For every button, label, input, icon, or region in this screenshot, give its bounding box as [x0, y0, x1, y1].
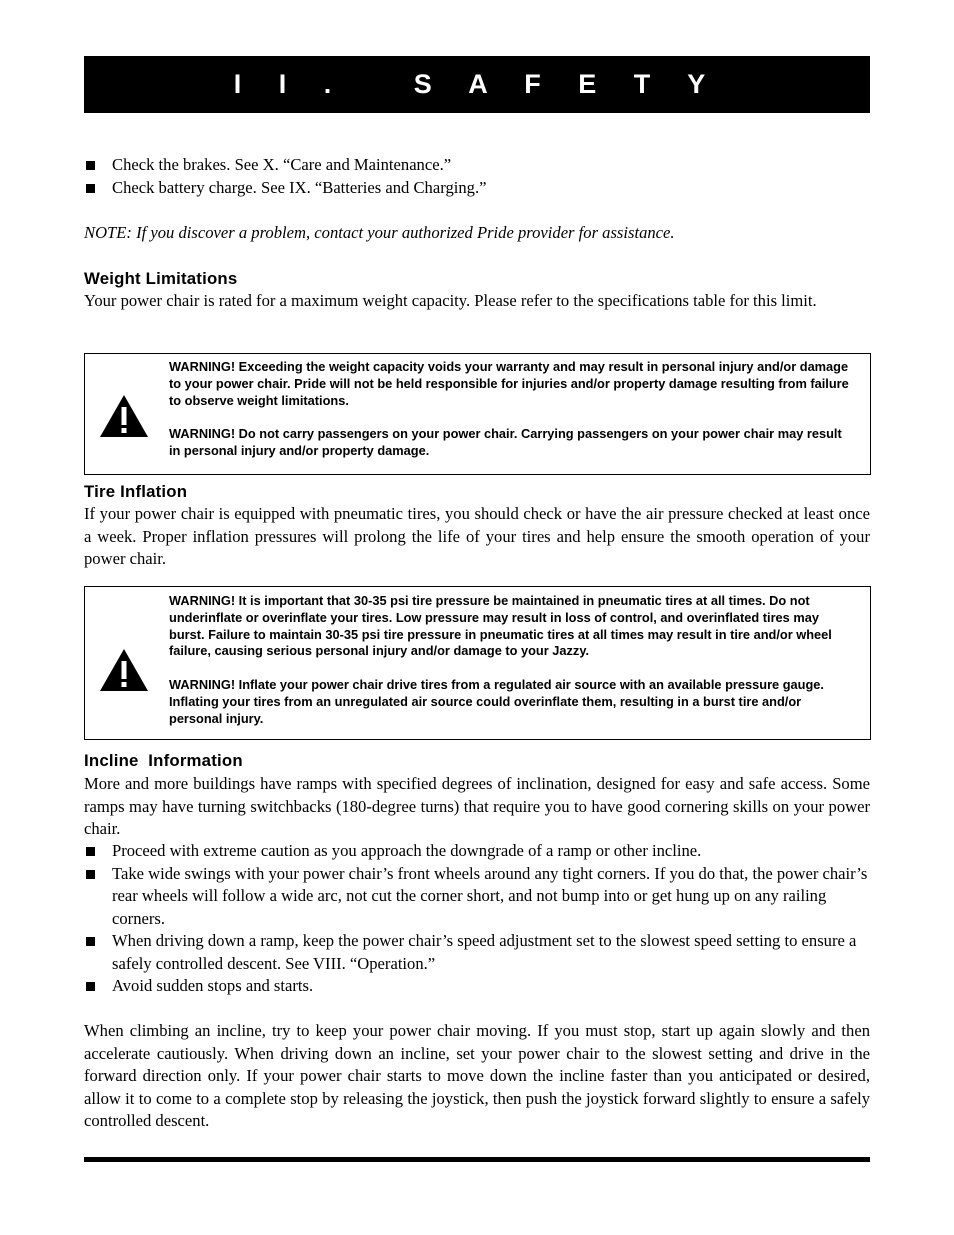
tire-warning-box: [84, 586, 871, 740]
warning-paragraph: WARNING! Exceeding the weight capacity voids your warranty and may result in personal injury and/or damage to your power chair. Pride will not be held responsible for injuries and/or property damage resulting from failure to observe weight limitations.: [169, 359, 849, 408]
warning-triangle-icon: [99, 394, 149, 438]
section-title-bar: [84, 56, 870, 113]
bullet-square-icon: [86, 870, 95, 879]
list-item: Proceed with extreme caution as you approach the downgrade of a ramp or other incline.: [84, 840, 870, 863]
list-item: Check battery charge. See IX. “Batteries and Charging.”: [84, 177, 870, 200]
warning-triangle-icon: [99, 648, 149, 692]
list-item: Avoid sudden stops and starts.: [84, 975, 870, 998]
weight-warning-box: [84, 353, 871, 475]
incline-closing: When climbing an incline, try to keep your power chair moving. If you must stop, start up again slowly and then accelerate cautiously. When driving down an incline, set your power chair to the slowest setting and drive in the forward direction only. If your power chair starts to move down the incline faster than you anticipated or desired, allow it to come to a complete stop by releasing the joystick, then push the joystick forward slightly to ensure a safely controlled descent.: [84, 1021, 870, 1130]
warning-paragraph: WARNING! Inflate your power chair drive tires from a regulated air source with an available pressure gauge. Inflating your tires from an unregulated air source could overinflate them, resulting in a burst tire and/or personal injury.: [169, 676, 824, 726]
weight-body: Your power chair is rated for a maximum weight capacity. Please refer to the specifications table for this limit.: [84, 291, 817, 310]
incline-list: [84, 840, 870, 998]
list-item: Take wide swings with your power chair’s front wheels around any tight corners. If you do that, the power chair’s rear wheels will follow a wide arc, not cut the corner short, and not bump into or get hung up on any railing corners.: [84, 863, 870, 931]
bullet-square-icon: [86, 847, 95, 856]
incline-heading: Incline Information: [84, 751, 243, 770]
list-item: When driving down a ramp, keep the power chair’s speed adjustment set to the slowest speed setting to ensure a safely controlled descent. See VIII. “Operation.”: [84, 930, 870, 975]
list-item: Check the brakes. See X. “Care and Maintenance.”: [84, 154, 870, 177]
warning-paragraph: WARNING! Do not carry passengers on your power chair. Carrying passengers on your power chair may result in personal injury and/or property damage.: [169, 426, 842, 458]
tire-body: If your power chair is equipped with pneumatic tires, you should check or have the air pressure checked at least once a week. Proper inflation pressures will prolong the life of your tires and help ensure the smooth operation of your power chair.: [84, 504, 870, 568]
weight-heading: Weight Limitations: [84, 269, 238, 288]
bullet-square-icon: [86, 982, 95, 991]
bullet-square-icon: [86, 161, 95, 170]
warning-paragraph: WARNING! It is important that 30-35 psi tire pressure be maintained in pneumatic tires at all times. Do not underinflate or overinflate your tires. Low pressure may result in loss of control, and overinflated tires may burst. Failure to maintain 30-35 psi tire pressure in pneumatic tires at all times may result in tire and/or wheel failure, causing serious personal injury and/or damage to your Jazzy.: [169, 593, 832, 659]
bullet-square-icon: [86, 937, 95, 946]
bullet-square-icon: [86, 184, 95, 193]
note-text: NOTE: If you discover a problem, contact your authorized Pride provider for assistance.: [84, 223, 675, 242]
tire-warning-text: [169, 593, 849, 727]
check-list: [84, 154, 870, 199]
incline-intro: More and more buildings have ramps with specified degrees of inclination, designed for easy and safe access. Some ramps may have turning switchbacks (180-degree turns) that require you to have good cornering skills on your power chair.: [84, 774, 870, 838]
weight-warning-text: [169, 359, 849, 460]
tire-heading: Tire Inflation: [84, 482, 188, 501]
section-title: I I . S A F E T Y: [233, 69, 721, 99]
bottom-rule: [84, 1157, 870, 1162]
